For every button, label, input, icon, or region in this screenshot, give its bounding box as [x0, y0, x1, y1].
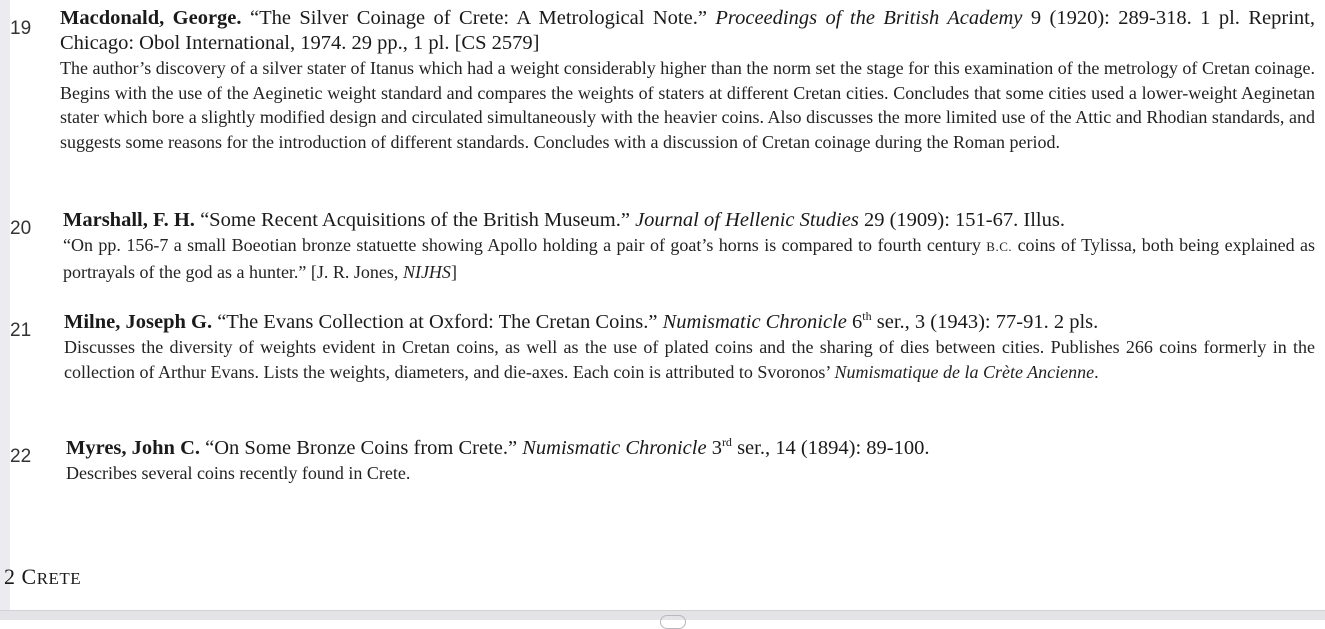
entry-title: “On Some Bronze Coins from Crete.”: [200, 437, 523, 459]
entry-publication-details: 29 (1909): 151-67. Illus.: [858, 209, 1065, 231]
entry-title: “The Evans Collection at Oxford: The Cretan Coins.”: [212, 311, 663, 333]
description-text: “On pp. 156-7 a small Boeotian bronze statuette showing Apollo holding a pair of goat’s horns is compared to fourth century: [63, 235, 987, 255]
reviewer-source: NIJHS: [402, 261, 451, 282]
entry-author: Milne, Joseph G.: [64, 311, 213, 333]
entry-body: [64, 310, 1315, 384]
description-text: ]: [450, 261, 457, 282]
running-title-rest: RETE: [36, 569, 82, 588]
entry-number: 21: [10, 320, 32, 341]
entry-journal: Numismatic Chronicle: [522, 437, 707, 459]
entry-title: “The Silver Coinage of Crete: A Metrological Note.”: [241, 7, 716, 29]
entry-journal: Journal of Hellenic Studies: [635, 209, 859, 231]
series-number: 6: [846, 311, 863, 333]
entry-number: 22: [10, 446, 32, 467]
era-abbreviation: B.C.: [986, 239, 1013, 254]
entry-publication-details: 9 (1920): 289-318. 1 pl. Reprint, Chicago: Obol International, 1974. 29 pp., 1 pl. [CS 2579]: [60, 7, 1315, 54]
page-number: 2: [4, 564, 16, 589]
entry-author: Marshall, F. H.: [63, 209, 195, 231]
entry-citation: [60, 6, 1315, 56]
series-ordinal: th: [862, 309, 872, 324]
entry-description: Describes several coins recently found in Crete.: [66, 463, 411, 483]
page-footer: [4, 564, 82, 590]
description-text: coins of Tylissa, both being explained as portrayals of the god as a hunter.” [J. R. Jones,: [63, 235, 1315, 282]
scroll-indicator[interactable]: [660, 615, 686, 629]
running-title-initial: C: [21, 564, 37, 589]
entry-citation: [66, 436, 1315, 461]
entry-body: [63, 208, 1315, 284]
page-left-margin: [0, 0, 10, 610]
entry-journal: Proceedings of the British Academy: [715, 7, 1023, 29]
entry-journal: Numismatic Chronicle: [662, 311, 847, 333]
entry-author: Myres, John C.: [66, 437, 201, 459]
description-text: Discusses the diversity of weights evident in Cretan coins, as well as the use of plated coins and the sharing of dies between cities. Publishes 266 coins formerly in the collection of Arthur Evans. Lists the weights, diameters, and die-axes. Each coin is attributed to Svoronos’: [64, 337, 1315, 382]
entry-description: The author’s discovery of a silver stater of Itanus which had a weight considerably higher than the norm set the stage for this examination of the metrology of Cretan coinage. Begins with the use of the Aeginetic weight standard and compares the weights of staters at different Cretan cities. Concludes that some cities used a lower-weight Aeginetan stater which bore a slightly modified design and circulated simultaneously with the heavier coins. Also discusses the more limited use of the Attic and Rhodian standards, and suggests some reasons for the introduction of different standards. Concludes with a discussion of Cretan coinage during the Roman period.: [60, 58, 1315, 152]
entry-citation: [63, 208, 1315, 233]
series-ordinal: rd: [721, 435, 732, 450]
series-number: 3: [706, 437, 722, 459]
entry-title: “Some Recent Acquisitions of the British Museum.”: [194, 209, 636, 231]
entry-citation: [64, 310, 1315, 335]
entry-publication-details: ser., 14 (1894): 89-100.: [731, 437, 930, 459]
entry-number: 19: [10, 18, 32, 39]
entry-description: [64, 335, 1315, 384]
entry-author: Macdonald, George.: [60, 7, 242, 29]
entry-body: [66, 436, 1315, 486]
entry-publication-details: ser., 3 (1943): 77-91. 2 pls.: [871, 311, 1099, 333]
entry-body: [60, 6, 1315, 154]
description-text: .: [1094, 361, 1099, 382]
reference-work-title: Numismatique de la Crète Ancienne: [834, 361, 1095, 382]
document-page: [4, 0, 1325, 610]
running-title: [22, 564, 82, 589]
entry-description: [63, 233, 1315, 284]
entry-number: 20: [10, 218, 32, 239]
